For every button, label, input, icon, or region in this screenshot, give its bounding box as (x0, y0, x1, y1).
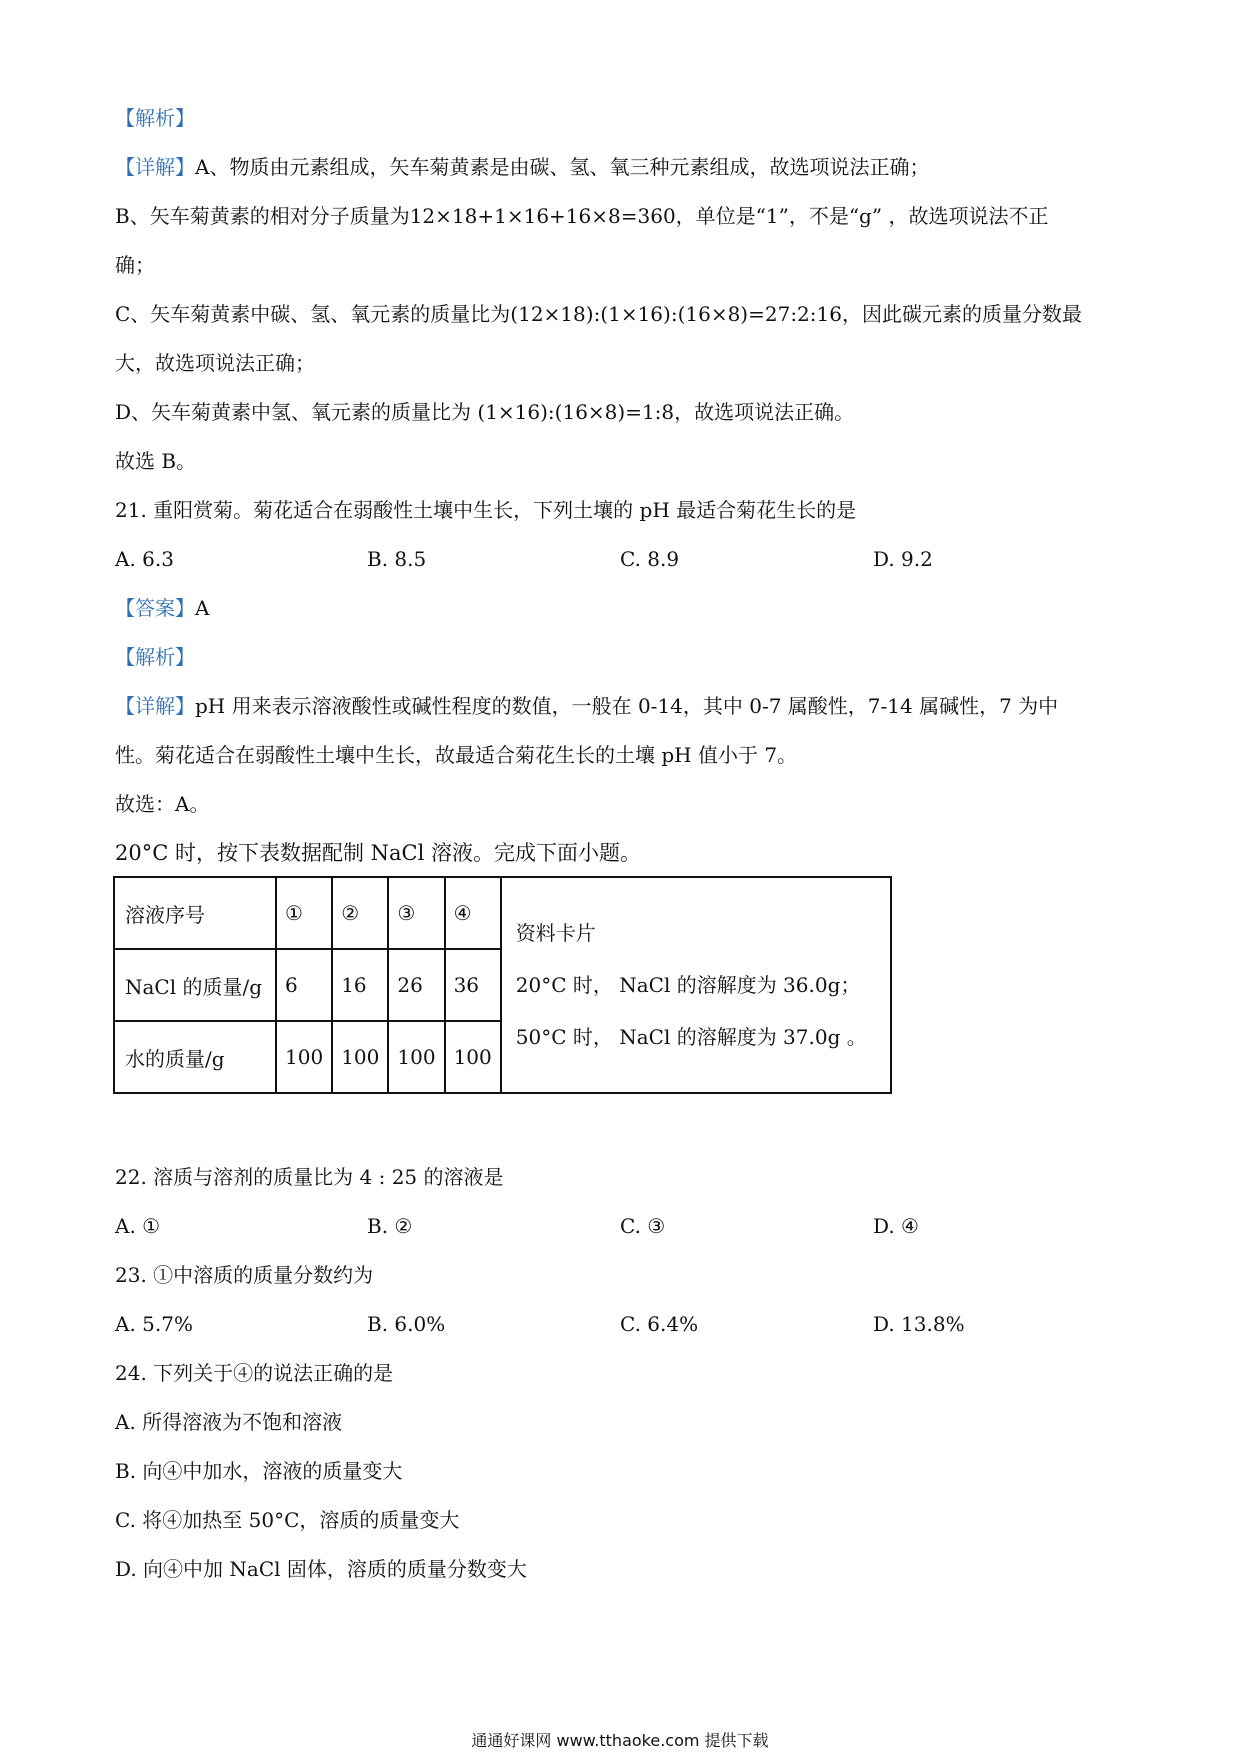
table-header-row (114, 877, 891, 949)
q24-option-d: D. 向④中加 NaCl 固体，溶质的质量分数变大 (115, 1557, 527, 1581)
q24-option-c: C. 将④加热至 50°C，溶质的质量变大 (115, 1508, 460, 1532)
q23-option-b: B. 6.0% (367, 1312, 446, 1336)
page-footer: 通通好课网 www.tthaoke.com 提供下载 (471, 1731, 769, 1750)
nacl-cell-2: 16 (332, 949, 388, 1021)
detail-paragraph-1 (115, 152, 929, 182)
q22-option-d: D. ④ (873, 1214, 919, 1238)
q23-option-d: D. 13.8% (873, 1312, 965, 1336)
detail-text: A、物质由元素组成，矢车菊黄素是由碳、氢、氧三种元素组成，故选项说法正确； (195, 155, 930, 179)
q23-option-c: C. 6.4% (620, 1312, 699, 1336)
solution-table (113, 876, 892, 1094)
header-cell-4: ④ (445, 877, 501, 949)
q21-option-d: D. 9.2 (873, 547, 933, 571)
water-cell-3: 100 (388, 1021, 444, 1093)
choice-conclusion-2: 故选：A。 (115, 792, 210, 816)
option-b-analysis-line-2: 确； (115, 253, 155, 277)
table-intro: 20°C 时，按下表数据配制 NaCl 溶液。完成下面小题。 (115, 841, 641, 865)
detail-tag-2: 【详解】 (115, 694, 195, 718)
info-card (501, 877, 891, 1093)
question-23: 23. ①中溶质的质量分数约为 (115, 1263, 374, 1287)
answer-tag: 【答案】 (115, 596, 195, 620)
water-cell-4: 100 (445, 1021, 501, 1093)
q22-option-b: B. ② (367, 1214, 413, 1238)
nacl-cell-4: 36 (445, 949, 501, 1021)
analysis-label-1: 【解析】 (115, 106, 195, 130)
row-label-water: 水的质量/g (114, 1021, 276, 1093)
q23-option-a: A. 5.7% (115, 1312, 193, 1336)
water-cell-1: 100 (276, 1021, 332, 1093)
detail-text-2: pH 用来表示溶液酸性或碱性程度的数值，一般在 0-14，其中 0-7 属酸性，7-14 属碱性，7 为中 (195, 694, 1059, 718)
header-cell-label: 溶液序号 (114, 877, 276, 949)
q22-option-a: A. ① (115, 1214, 161, 1238)
q24-option-a: A. 所得溶液为不饱和溶液 (115, 1410, 343, 1434)
option-c-analysis-line-1: C、矢车菊黄素中碳、氢、氧元素的质量比为(12×18):(1×16):(16×8)=27:2:16，因此碳元素的质量分数最 (115, 302, 1082, 326)
info-card-line-2: 50°C 时， NaCl 的溶解度为 37.0g 。 (515, 1025, 867, 1049)
detail-tag: 【详解】 (115, 155, 195, 179)
q24-option-b: B. 向④中加水，溶液的质量变大 (115, 1459, 403, 1483)
option-b-analysis-line-1: B、矢车菊黄素的相对分子质量为12×18+1×16+16×8=360，单位是“1”，不是“g” ，故选项说法不正 (115, 204, 1049, 228)
question-21: 21. 重阳赏菊。菊花适合在弱酸性土壤中生长，下列土壤的 pH 最适合菊花生长的是 (115, 498, 857, 522)
nacl-cell-1: 6 (276, 949, 332, 1021)
option-c-analysis-line-2: 大，故选项说法正确； (115, 351, 315, 375)
detail-paragraph-2-cont: 性。菊花适合在弱酸性土壤中生长，故最适合菊花生长的土壤 pH 值小于 7。 (115, 743, 798, 767)
analysis-label-2: 【解析】 (115, 645, 195, 669)
answer-line (115, 593, 209, 623)
water-cell-2: 100 (332, 1021, 388, 1093)
detail-paragraph-2 (115, 691, 1058, 721)
choice-conclusion-1: 故选 B。 (115, 449, 197, 473)
q21-option-a: A. 6.3 (115, 547, 174, 571)
nacl-cell-3: 26 (388, 949, 444, 1021)
info-card-line-1: 20°C 时， NaCl 的溶解度为 36.0g； (515, 973, 861, 997)
question-24: 24. 下列关于④的说法正确的是 (115, 1361, 394, 1385)
answer-value: A (195, 596, 210, 620)
q21-option-c: C. 8.9 (620, 547, 680, 571)
header-cell-3: ③ (388, 877, 444, 949)
option-d-analysis-line: D、矢车菊黄素中氢、氧元素的质量比为 (1×16):(16×8)=1:8，故选项说法正确。 (115, 400, 855, 424)
header-cell-2: ② (332, 877, 388, 949)
q21-option-b: B. 8.5 (367, 547, 427, 571)
row-label-nacl: NaCl 的质量/g (114, 949, 276, 1021)
question-22: 22. 溶质与溶剂的质量比为 4 : 25 的溶液是 (115, 1165, 504, 1189)
q22-option-c: C. ③ (620, 1214, 666, 1238)
info-card-title: 资料卡片 (515, 921, 596, 945)
header-cell-1: ① (276, 877, 332, 949)
